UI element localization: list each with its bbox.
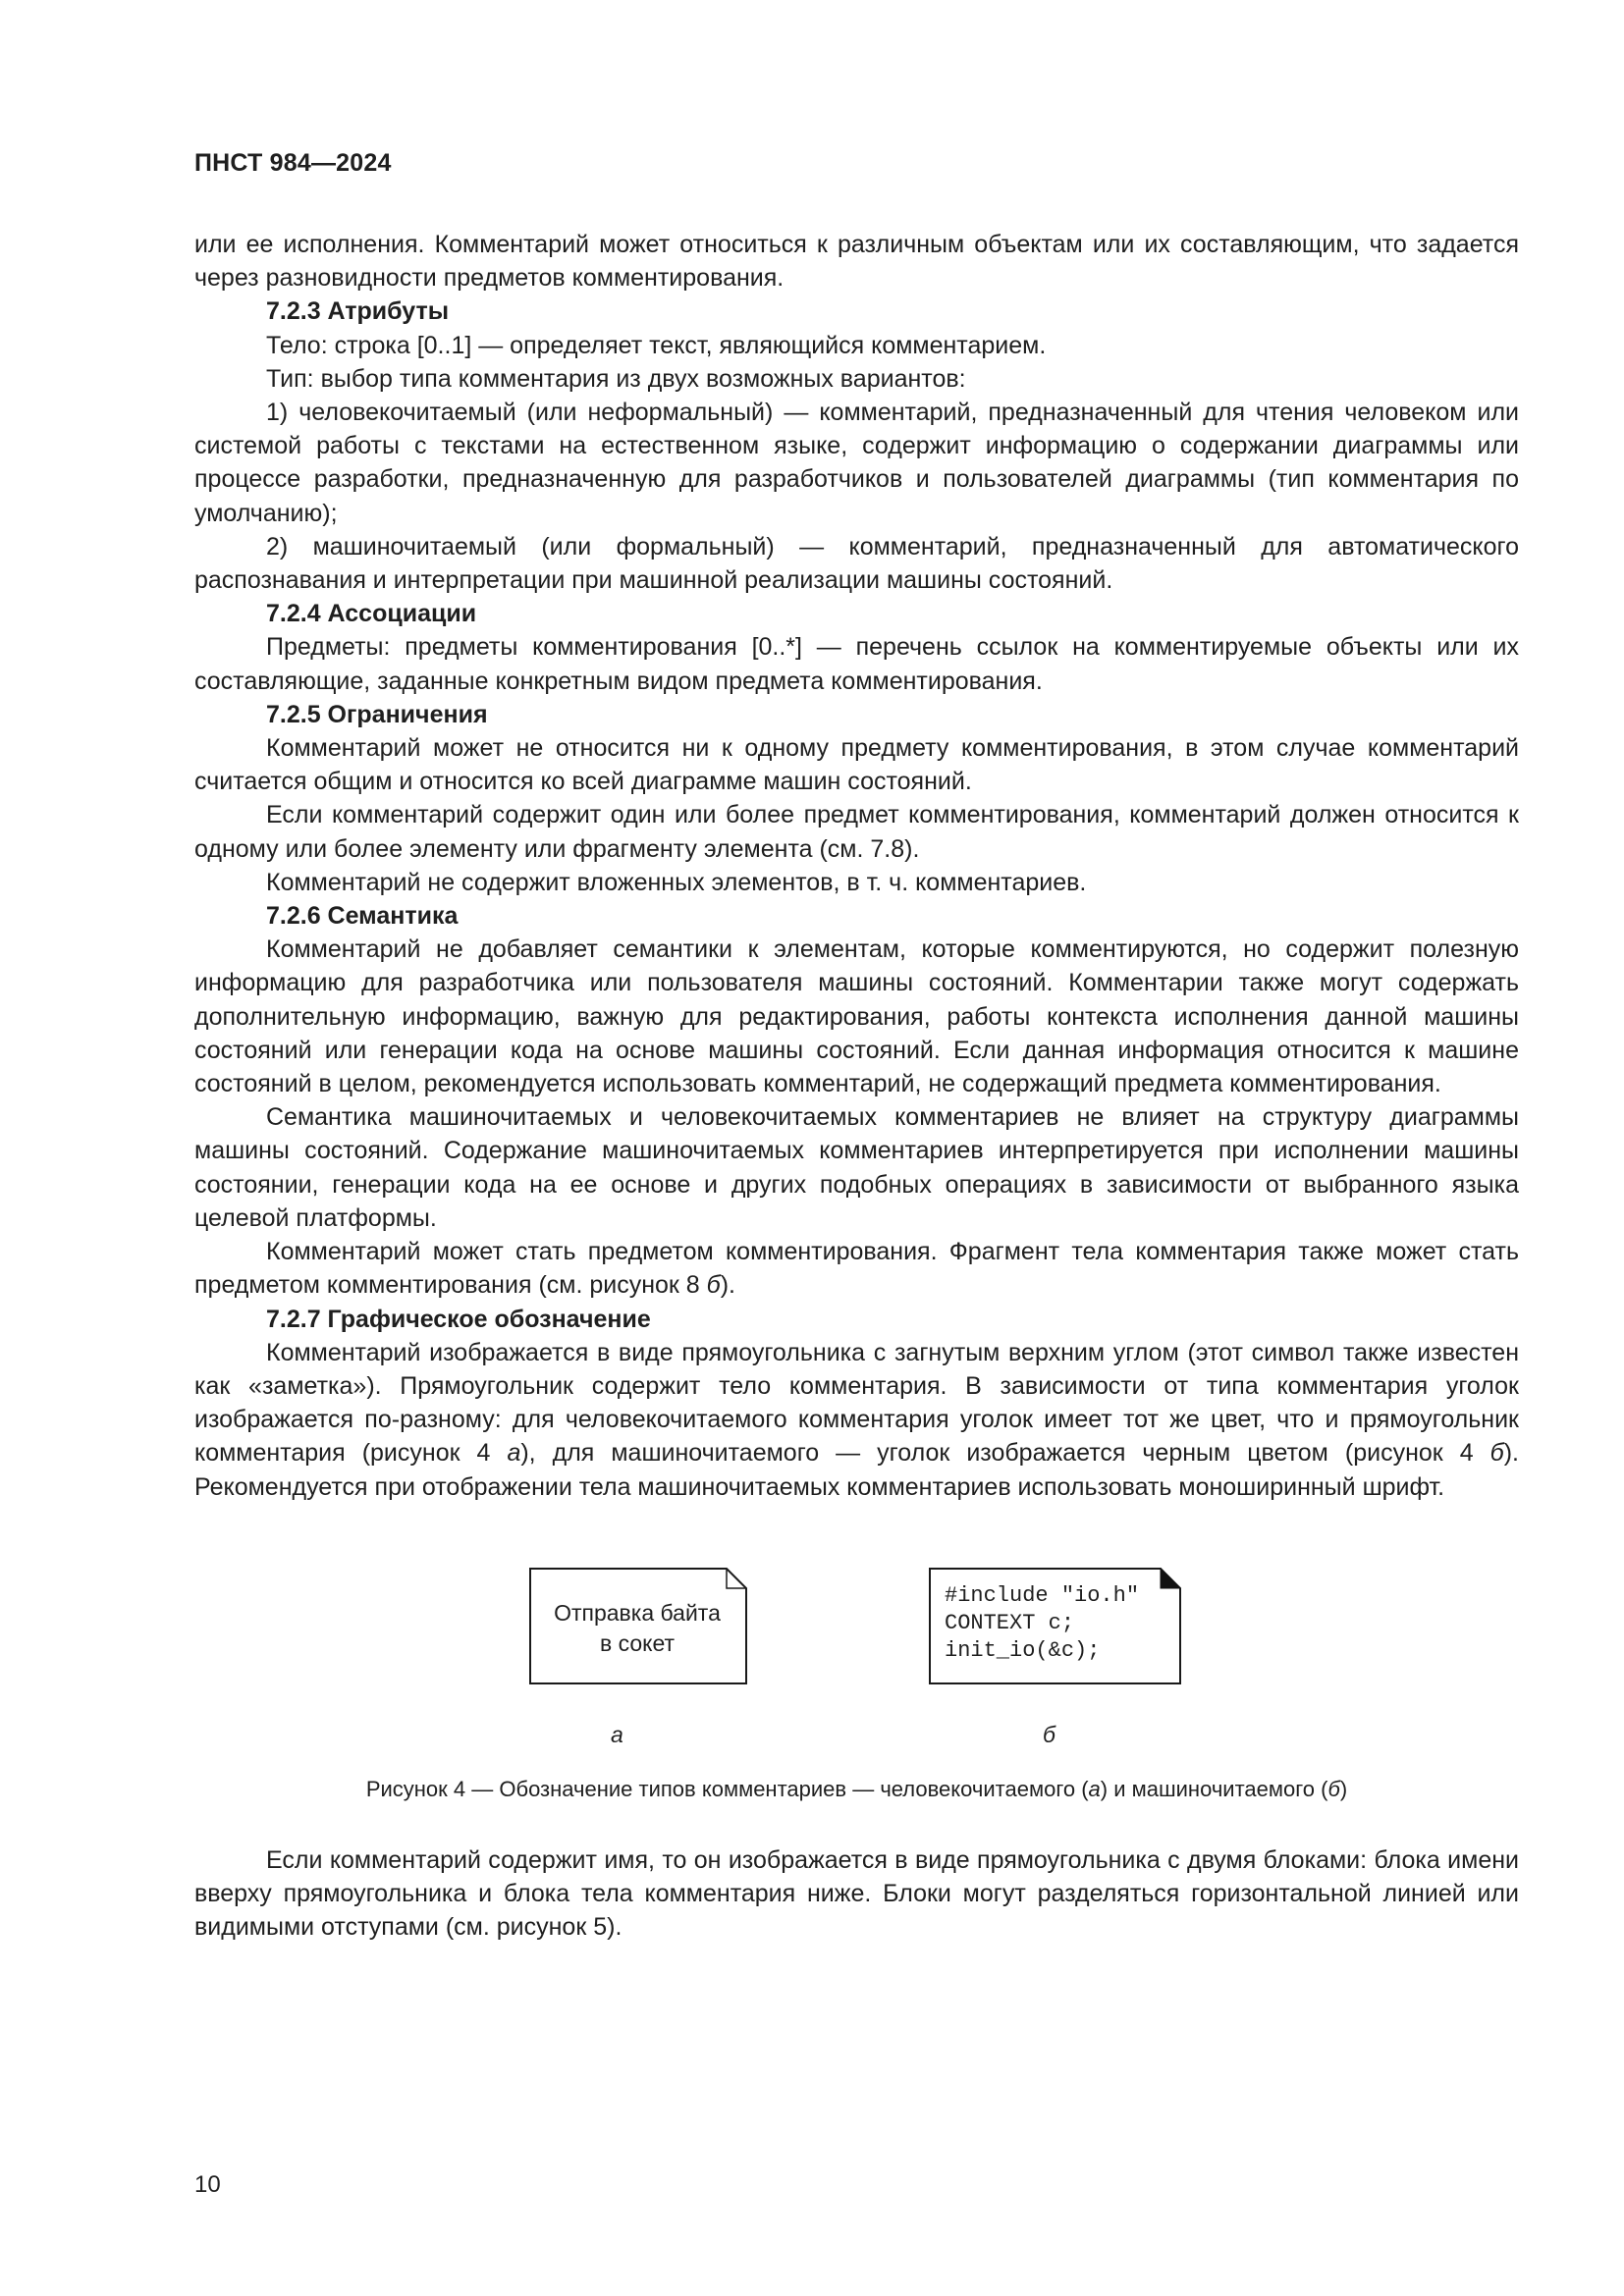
- list-item: 2) машиночитаемый (или формальный) — комментарий, предназначенный для автоматического распознавания и интерпретации при машинной реализации машины состояний.: [194, 532, 1519, 595]
- paragraph: Комментарий может не относится ни к одному предмету комментирования, в этом случае комментарий считается общим и относится ко всей диаграмме машин состояний.: [194, 734, 1519, 796]
- paragraph: Комментарий не добавляет семантики к элементам, которые комментируются, но содержит полезную информацию для разработчика или пользователя машины состояний. Комментарии также могут содержать дополнительную информацию, важную для редактирования, работы контекста исполнения данной машины состояний или генерации кода на основе машины состояний. Если данная информация относится к машине состояний в целом, рекомендуется использовать комментарий, не содержащий предмета комментирования.: [194, 935, 1519, 1098]
- machine-readable-note-code: #include "io.h" CONTEXT c; init_io(&c);: [945, 1583, 1140, 1663]
- paragraph: [194, 1235, 1519, 1302]
- text-run: Комментарий может стать предметом комментирования. Фрагмент тела комментария также может стать предметом комментирования (см. рисунок 8: [194, 1238, 1519, 1300]
- section-heading-constraints: 7.2.5 Ограничения: [266, 700, 488, 728]
- note-text-line: в сокет: [599, 1629, 676, 1656]
- text-run: ).: [720, 1271, 735, 1300]
- paragraph: Семантика машиночитаемых и человекочитаемых комментариев не влияет на структуру диаграммы машины состояний. Содержание машиночитаемых комментариев интерпретируется при исполнении машины состоянии, генерации кода на ее основе и других подобных операциях в зависимости от выбранного языка целевой платформы.: [194, 1103, 1519, 1232]
- subfigure-label-a: а: [611, 1722, 623, 1747]
- paragraph: Тип: выбор типа комментария из двух возможных вариантов:: [266, 364, 966, 393]
- section-heading-attributes: 7.2.3 Атрибуты: [266, 297, 450, 326]
- paragraph: Если комментарий содержит один или более предмет комментирования, комментарий должен относится к одному или более элементу или фрагменту элемента (см. 7.8).: [194, 801, 1519, 863]
- main-text: [194, 228, 1519, 1504]
- paragraph: [194, 1336, 1519, 1504]
- note-text-line: Отправка байта: [554, 1599, 721, 1626]
- paragraph: Тело: строка [0..1] — определяет текст, являющийся комментарием.: [266, 331, 1047, 359]
- italic-text: б: [1327, 1777, 1340, 1801]
- text-run: Комментарий изображается в виде прямоугольника с загнутым верхним углом (этот символ также известен как «заметка»). Прямоугольник содержит тело комментария. В зависимости от типа комментария уголок изображается по-разному: для человекочитаемого комментария уголок имеет тот же цвет, что и прямоугольник комментария (рисунок 4: [194, 1338, 1519, 1468]
- paragraph: Комментарий не содержит вложенных элементов, в т. ч. комментариев.: [266, 868, 1087, 896]
- figure-caption: [194, 1777, 1519, 1802]
- section-heading-semantics: 7.2.6 Семантика: [266, 902, 459, 931]
- document-header: ПНСТ 984—2024: [194, 149, 392, 177]
- text-run: ) и машиночитаемого (: [1100, 1777, 1328, 1801]
- text-run: ), для машиночитаемого — уголок изображается черным цветом (рисунок 4: [520, 1439, 1490, 1468]
- human-readable-note-body: [529, 1568, 745, 1682]
- text-run: ): [1339, 1777, 1348, 1801]
- text-after-figure: [194, 1843, 1519, 1945]
- section-heading-graphic-notation: 7.2.7 Графическое обозначение: [266, 1305, 651, 1333]
- text-run: Рисунок 4 — Обозначение типов комментариев — человекочитаемого (: [365, 1777, 1089, 1801]
- subfigure-label-b: б: [1043, 1722, 1056, 1747]
- italic-text: а: [507, 1439, 521, 1468]
- italic-text: б: [706, 1271, 721, 1300]
- italic-text: а: [1088, 1777, 1101, 1801]
- paragraph: или ее исполнения. Комментарий может относиться к различным объектам или их составляющим, что задается через разновидности предметов комментирования.: [194, 231, 1519, 293]
- figure-4: [194, 1568, 1519, 1764]
- italic-text: б: [1489, 1439, 1504, 1468]
- paragraph: Если комментарий содержит имя, то он изображается в виде прямоугольника с двумя блоками: блока имени вверху прямоугольника и блока тела комментария ниже. Блоки могут разделяться горизонтальной линией или видимыми отступами (см. рисунок 5).: [194, 1846, 1519, 1942]
- paragraph: Предметы: предметы комментирования [0..*] — перечень ссылок на комментируемые объекты или их составляющие, заданные конкретным видом предмета комментирования.: [194, 633, 1519, 695]
- section-heading-associations: 7.2.4 Ассоциации: [266, 600, 477, 628]
- page-number: 10: [194, 2171, 221, 2198]
- text-run: ). Рекомендуется при отображении тела машиночитаемых комментариев использовать моноширинный шрифт.: [194, 1439, 1519, 1501]
- list-item: 1) человекочитаемый (или неформальный) — комментарий, предназначенный для чтения человеком или системой работы с текстами на естественном языке, содержит информацию о содержании диаграммы или процессе разработки, предназначенную для разработчиков и пользователей диаграммы (тип комментария по умолчанию);: [194, 399, 1519, 527]
